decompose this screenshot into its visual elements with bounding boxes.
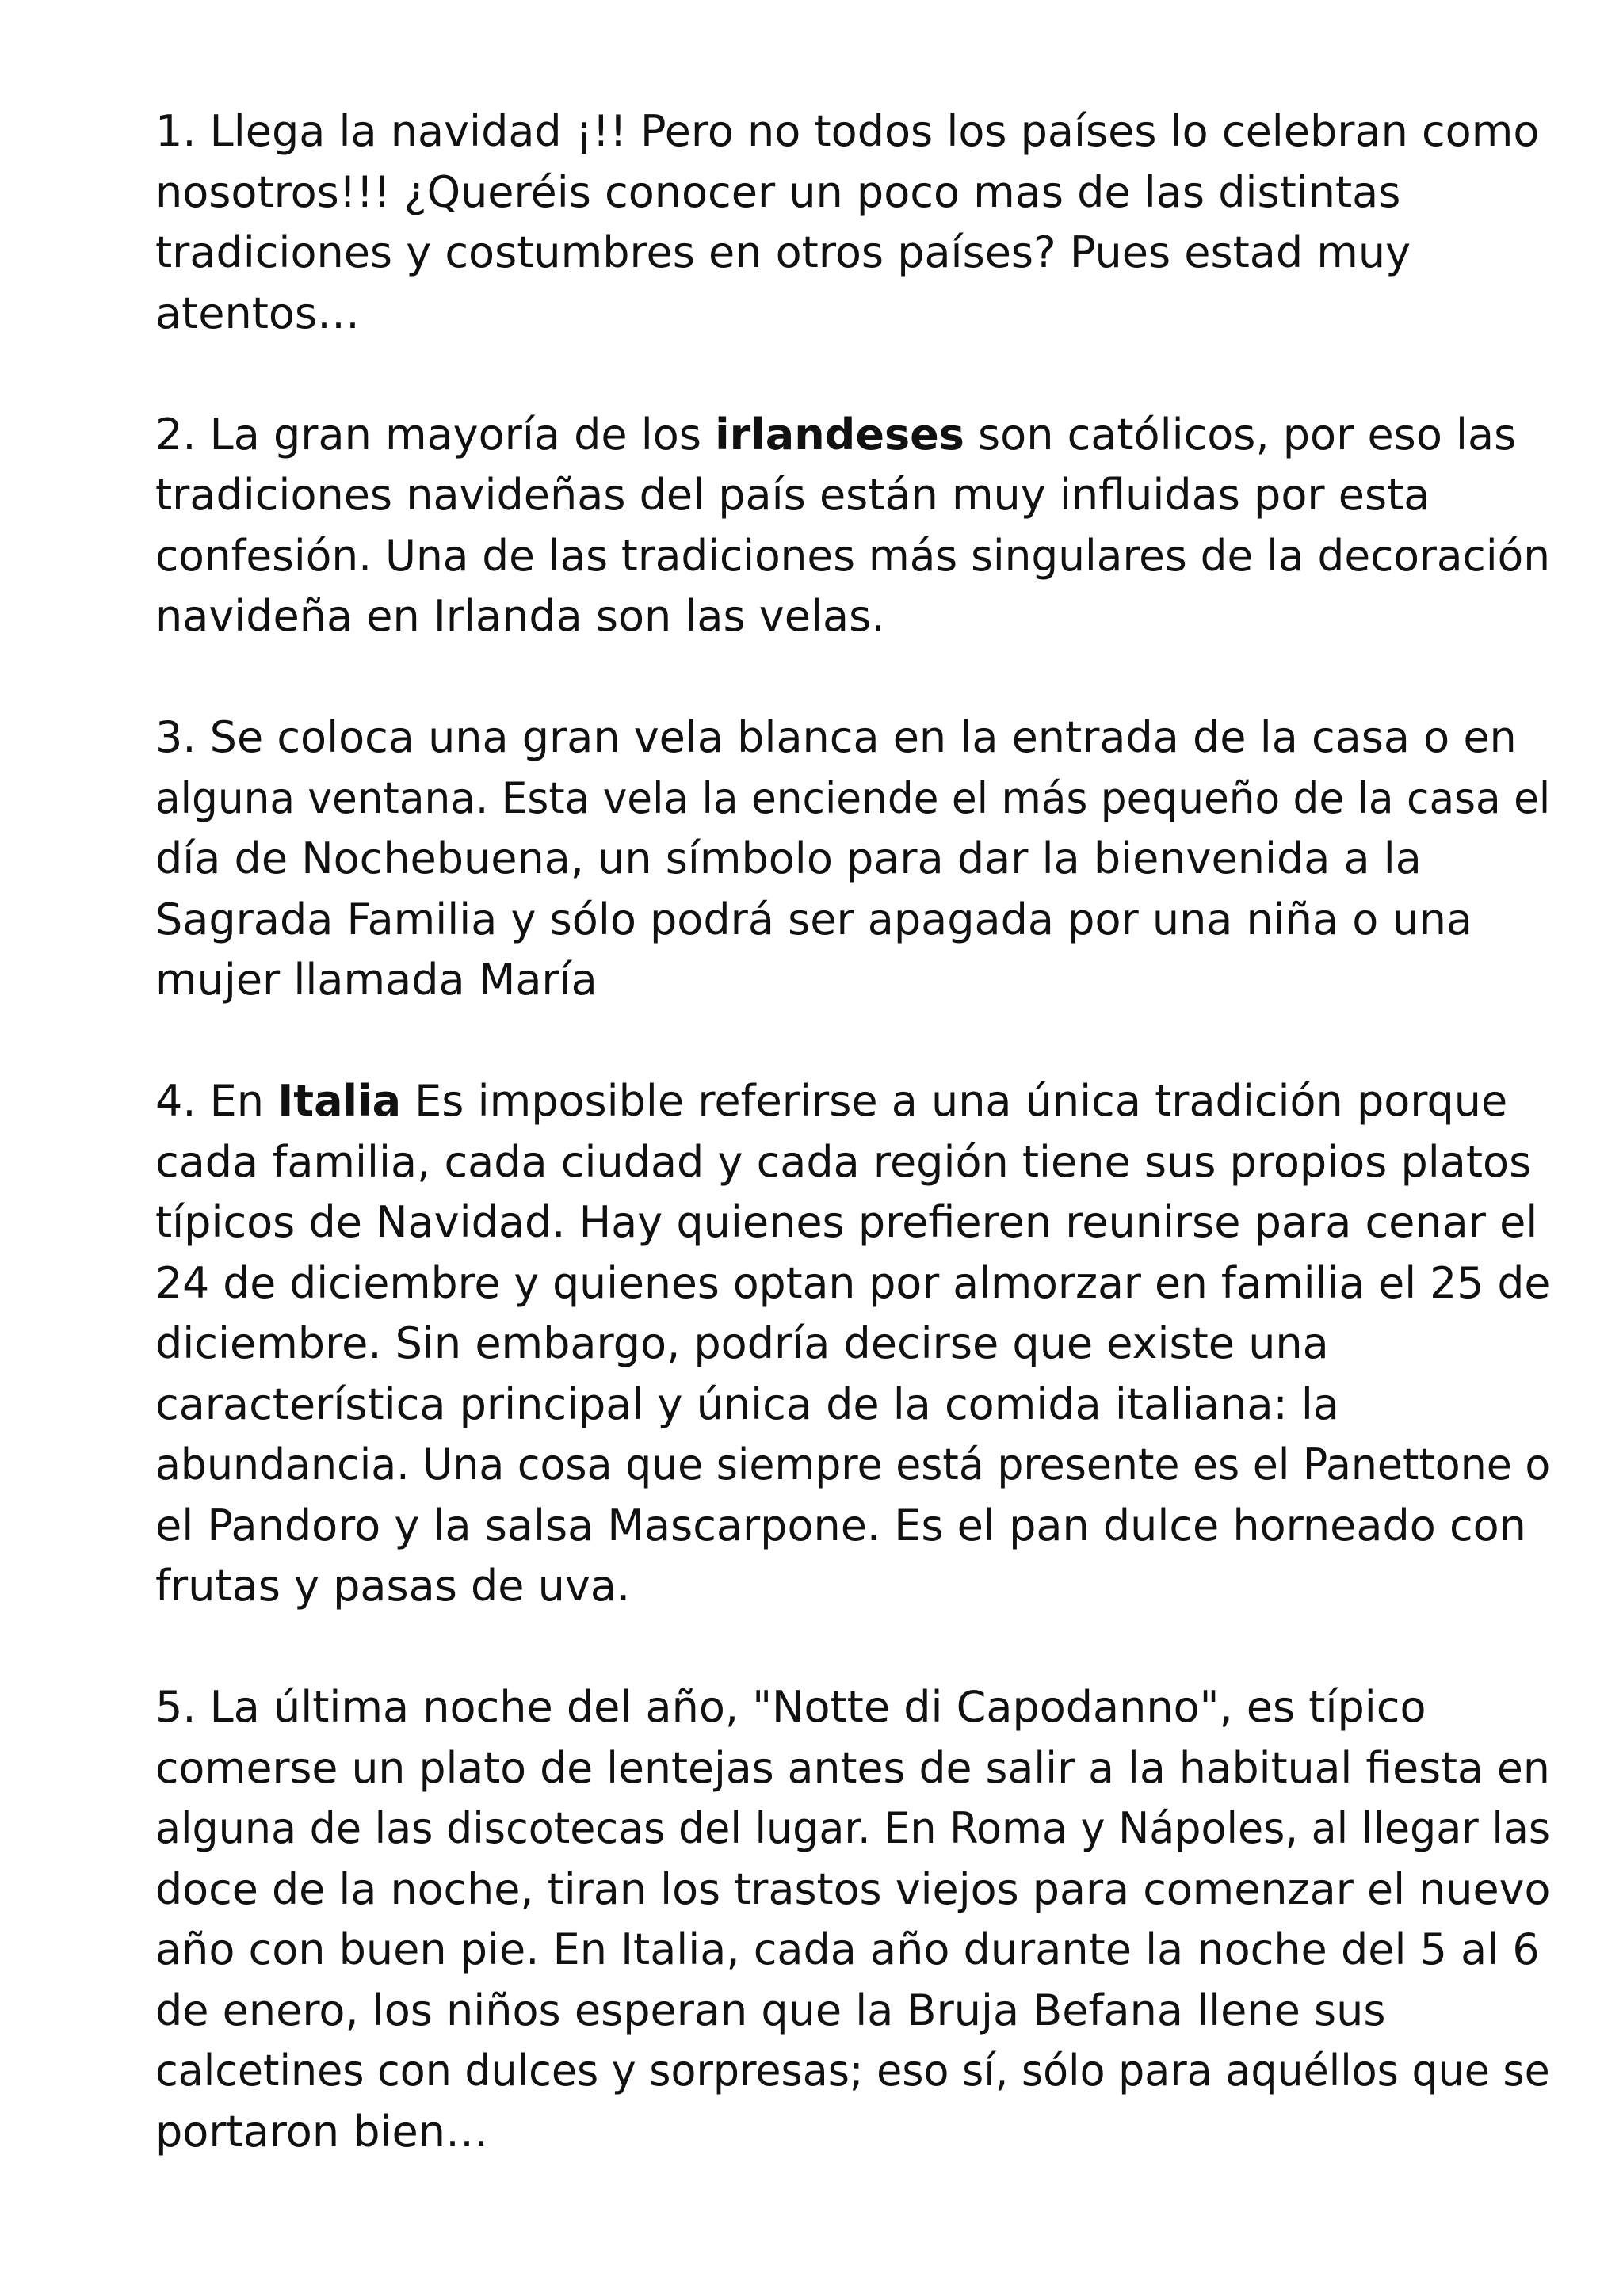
text-segment: 2. La gran mayoría de los (155, 409, 716, 460)
text-segment: portaron bien… (155, 2106, 488, 2157)
bold-term: irlandeses (715, 409, 964, 460)
text-line (155, 950, 1503, 1011)
text-line (155, 1738, 1550, 1799)
text-segment: mujer llamada María (155, 955, 598, 1005)
text-segment: 24 de diciembre y quienes optan por almorzar en familia el 25 de (155, 1257, 1551, 1308)
text-segment: son católicos, por eso las (964, 409, 1517, 460)
text-segment: tradiciones navideñas del país están muy influidas por esta (155, 470, 1430, 520)
text-line (155, 1375, 1503, 1436)
text-line (155, 1435, 1551, 1496)
text-segment: característica principal y única de la comida italiana: la (155, 1379, 1339, 1429)
text-line (155, 1192, 1538, 1253)
text-line (155, 1859, 1551, 1920)
text-segment: de enero, los niños esperan que la Bruja Befana llene sus (155, 1985, 1386, 2035)
text-line (155, 1981, 1503, 2042)
text-line (155, 586, 1503, 647)
text-segment: tradiciones y costumbres en otros países? Pues estad muy (155, 227, 1411, 277)
text-line (155, 1132, 1532, 1193)
text-segment: doce de la noche, tiran los trastos viejos para comenzar el nuevo (155, 1863, 1551, 1914)
text-segment: Es imposible referirse a una única tradición porque (401, 1076, 1508, 1126)
text-line (155, 2041, 1550, 2102)
text-line (155, 526, 1551, 587)
text-segment: frutas y pasas de uva. (155, 1561, 631, 1611)
text-line (155, 1798, 1551, 1859)
paragraph-2 (155, 405, 1551, 647)
text-segment: alguna ventana. Esta vela la enciende el más pequeño de la casa el (155, 772, 1551, 823)
text-line (155, 101, 1540, 162)
text-segment: el Pandoro y la salsa Mascarpone. Es el pan dulce horneado con (155, 1500, 1526, 1550)
text-segment: típicos de Navidad. Hay quienes prefieren reunirse para cenar el (155, 1197, 1538, 1247)
text-line (155, 1071, 1508, 1132)
text-line (155, 405, 1517, 466)
text-segment: confesión. Una de las tradiciones más singulares de la decoración (155, 530, 1551, 581)
paragraph-5 (155, 1677, 1551, 2162)
text-segment: abundancia. Una cosa que siempre está presente es el Panettone o (155, 1440, 1551, 1489)
bold-term: Italia (277, 1076, 402, 1126)
text-segment: 4. En (155, 1076, 278, 1126)
text-line (155, 223, 1503, 284)
text-segment: calcetines con dulces y sorpresas; eso sí, sólo para aquéllos que se (155, 2046, 1550, 2096)
paragraph-4 (155, 1071, 1551, 1617)
text-segment: cada familia, cada ciudad y cada región tiene sus propios platos (155, 1136, 1532, 1187)
paragraph-1 (155, 101, 1540, 344)
text-line (155, 1314, 1503, 1375)
text-line (155, 707, 1517, 769)
text-segment: alguna de las discotecas del lugar. En Roma y Nápoles, al llegar las (155, 1803, 1551, 1853)
text-line (155, 769, 1551, 830)
text-segment: comerse un plato de lentejas antes de salir a la habitual fiesta en (155, 1742, 1550, 1793)
text-segment: nosotros!!! ¿Queréis conocer un poco mas de las distintas (155, 166, 1401, 217)
text-segment: 1. Llega la navidad ¡!! Pero no todos los países lo celebran como (155, 106, 1540, 156)
paragraph-3 (155, 707, 1551, 1011)
text-line (155, 1496, 1526, 1557)
text-line (155, 1920, 1540, 1981)
document-page (155, 101, 1551, 2162)
text-line (155, 284, 1503, 345)
text-segment: navideña en Irlanda son las velas. (155, 591, 885, 641)
text-line (155, 162, 1503, 223)
text-segment: año con buen pie. En Italia, cada año durante la noche del 5 al 6 (155, 1924, 1540, 1974)
text-line (155, 890, 1503, 951)
text-line (155, 1253, 1551, 1314)
text-line (155, 1677, 1503, 1738)
text-segment: atentos… (155, 288, 361, 338)
text-line (155, 465, 1503, 526)
text-segment: Sagrada Familia y sólo podrá ser apagada por una niña o una (155, 894, 1473, 944)
text-segment: día de Nochebuena, un símbolo para dar la bienvenida a la (155, 833, 1422, 883)
text-line (155, 829, 1503, 890)
text-line (155, 1556, 1503, 1617)
text-segment: 5. La última noche del año, "Notte di Capodanno", es típico (155, 1682, 1426, 1732)
text-segment: 3. Se coloca una gran vela blanca en la entrada de la casa o en (155, 712, 1517, 762)
text-line (155, 2102, 1503, 2163)
text-segment: diciembre. Sin embargo, podría decirse que existe una (155, 1318, 1329, 1368)
